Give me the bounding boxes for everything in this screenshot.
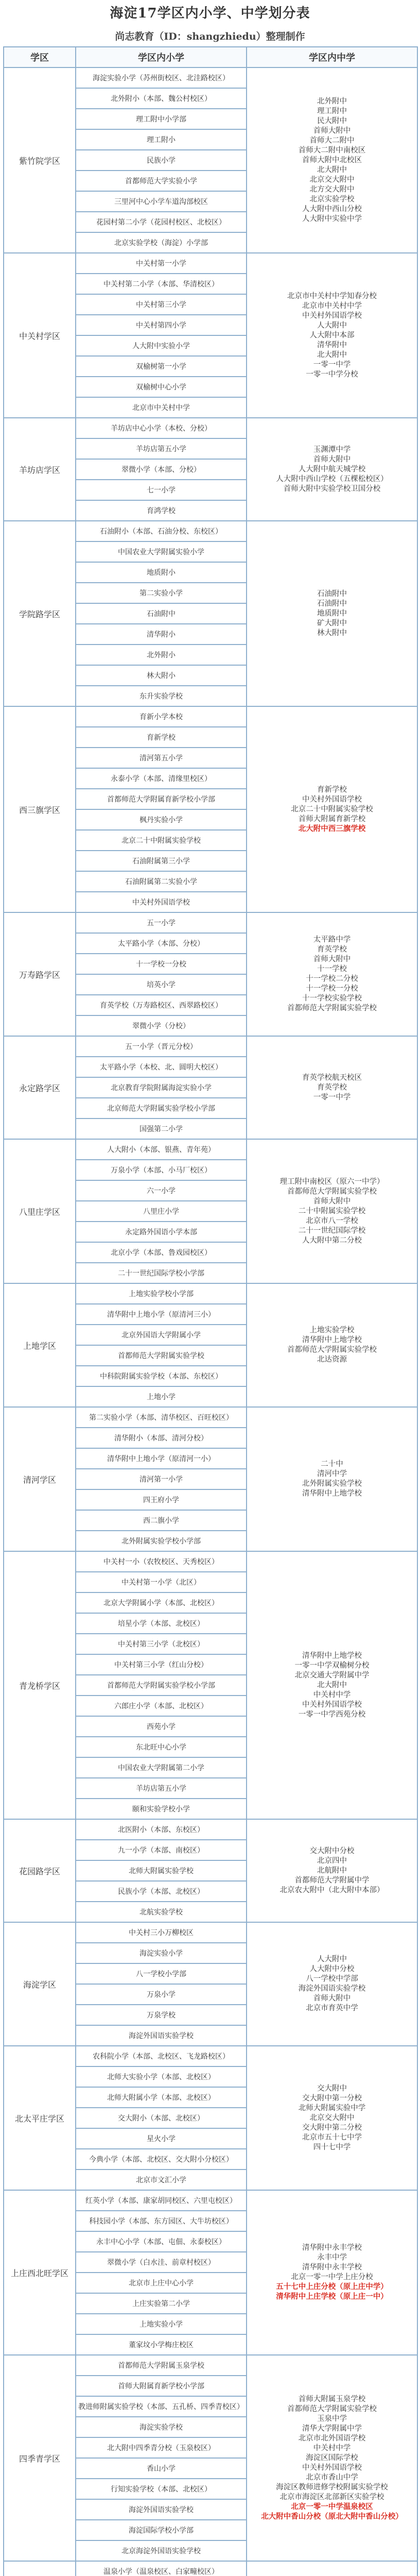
district-cell: 西三旗学区 — [4, 706, 76, 912]
middle-school-name: 中关村外国语学校 — [302, 311, 362, 320]
primary-school-cell: 上地小学 — [76, 1386, 247, 1407]
primary-school-cell: 中关村第三小学（红山分校） — [76, 1654, 247, 1675]
primary-school-cell: 星火小学 — [76, 2128, 247, 2149]
primary-school-cell: 西二旗小学 — [76, 1510, 247, 1531]
header-middle: 学区内中学 — [247, 47, 417, 67]
primary-school-cell: 北航实验学校 — [76, 1902, 247, 1922]
primary-school-cell: 育新学校 — [76, 727, 247, 748]
primary-school-cell: 中科院附属实验学校（本部、东校区） — [76, 1366, 247, 1386]
header-primary: 学区内小学 — [76, 47, 247, 67]
primary-school-cell: 农科院小学（本部、北校区、飞龙路校区） — [76, 2046, 247, 2066]
primary-school-cell: 双榆树中心小学 — [76, 377, 247, 397]
primary-school-cell: 理工附小 — [76, 129, 247, 150]
middle-school-cell — [247, 2561, 417, 2576]
primary-school-cell: 翠微小学（本部、分校） — [76, 459, 247, 480]
primary-school-cell: 北京师范大学附属实验学校小学部 — [76, 1098, 247, 1118]
middle-school-name: 北大附中香山分校（原北大附中香山分校） — [261, 2512, 403, 2521]
middle-school-name: 上地实验学校 — [309, 1326, 355, 1334]
primary-school-cell: 首师大附属育新学校小学部 — [76, 2376, 247, 2396]
middle-school-name: 首都师范大学附属中学 — [294, 1876, 370, 1885]
middle-school-name: 矿大附中 — [317, 619, 347, 628]
primary-school-cell: 北师大附属小学（本部、北校区） — [76, 2087, 247, 2108]
middle-school-cell — [247, 418, 417, 521]
middle-school-name: 北达资源 — [317, 1355, 347, 1364]
middle-school-name: 首都师范大学附属实验学校 — [287, 1004, 377, 1012]
header-row — [4, 47, 417, 67]
primary-school-cell: 羊坊店第五小学 — [76, 438, 247, 459]
middle-school-name: 北京二十中附属实验学校 — [291, 805, 373, 814]
middle-school-name: 育英学校 — [317, 1083, 347, 1092]
middle-school-cell — [247, 253, 417, 418]
primary-school-cell: 七一小学 — [76, 480, 247, 500]
district-table — [3, 46, 418, 2576]
middle-school-name: 首师大附中 — [313, 955, 351, 963]
middle-school-cell — [247, 1819, 417, 1922]
primary-school-cell: 六郎庄小学（本部、北校区） — [76, 1696, 247, 1716]
table-row — [4, 1036, 417, 1057]
primary-school-cell: 中关村三小万柳校区 — [76, 1922, 247, 1943]
table-row — [4, 2355, 417, 2376]
primary-school-cell: 上地实验小学 — [76, 2314, 247, 2334]
table-row — [4, 2046, 417, 2066]
primary-school-cell: 清华附中上地小学（原清河三小） — [76, 1304, 247, 1325]
primary-school-cell: 五一小学（晋元分校） — [76, 1036, 247, 1057]
middle-school-name: 民大附中 — [317, 116, 347, 125]
primary-school-cell: 十一学校一分校 — [76, 954, 247, 974]
primary-school-cell: 国强第二小学 — [76, 1118, 247, 1139]
primary-school-cell: 西苑小学 — [76, 1716, 247, 1737]
primary-school-cell: 林大附小 — [76, 665, 247, 686]
middle-school-name: 北方交大附中 — [309, 185, 355, 194]
middle-school-name: 北京一零一中学温泉校区 — [291, 2502, 373, 2511]
primary-school-cell: 万泉小学 — [76, 1984, 247, 2005]
table-row — [4, 2190, 417, 2211]
district-cell: 上庄西北旺学区 — [4, 2190, 76, 2355]
middle-school-name: 北大附中 — [317, 165, 347, 174]
page-title: 海淀17学区内小学、中学划分表 — [110, 6, 310, 21]
middle-school-name: 理工附中南校区（原六一中学） — [279, 1177, 384, 1186]
primary-school-cell: 石油附中 — [76, 603, 247, 624]
district-cell: 青龙桥学区 — [4, 1551, 76, 1819]
middle-school-name: 石油附中 — [317, 589, 347, 598]
middle-school-name: 中关村外国语学校 — [302, 2463, 362, 2472]
middle-school-name: 北大附中西三旗学校 — [298, 824, 366, 833]
middle-school-name: 首师大附属玉泉学校 — [298, 2395, 366, 2403]
middle-school-name: 人大附中分校 — [309, 1965, 355, 1973]
page-subtitle: 尚志教育（ID：shangzhiedu）整理制作 — [115, 31, 305, 42]
primary-school-cell: 育英学校（万寿路校区、西翠路校区） — [76, 995, 247, 1015]
primary-school-cell: 海淀外国语实验学校 — [76, 2025, 247, 2046]
district-cell: 北太平庄学区 — [4, 2046, 76, 2190]
district-cell: 花园路学区 — [4, 1819, 76, 1922]
primary-school-cell: 人大附中实验小学 — [76, 335, 247, 356]
table-row — [4, 1283, 417, 1304]
middle-school-name: 五十七中上庄分校（原上庄中学） — [276, 2283, 388, 2291]
middle-school-cell — [247, 706, 417, 912]
middle-school-name: 北京交大附中 — [309, 175, 355, 184]
primary-school-cell: 八里庄小学 — [76, 1201, 247, 1222]
middle-school-name: 海淀外国语实验学校 — [298, 1985, 366, 1993]
primary-school-cell: 北外附属实验学校小学部 — [76, 1531, 247, 1551]
middle-school-name: 育英学校 — [317, 945, 347, 954]
middle-school-name: 北师大附属实验中学 — [298, 2104, 366, 2112]
middle-school-cell — [247, 67, 417, 253]
middle-school-name: 首师大附中实验学校卫国分校 — [283, 484, 381, 493]
district-cell: 八里庄学区 — [4, 1139, 76, 1283]
middle-school-name: 北京市海淀区北部新区实验学校 — [279, 2493, 384, 2501]
primary-school-cell: 羊坊店中心小学（本校、分校） — [76, 418, 247, 438]
middle-school-name: 人大附中 — [317, 321, 347, 330]
primary-school-cell: 花园村第二小学（花园村校区、北校区） — [76, 212, 247, 232]
district-cell: 清河学区 — [4, 1407, 76, 1551]
middle-school-name: 海淀区国际学校 — [306, 2453, 358, 2462]
primary-school-cell: 上地实验学校小学部 — [76, 1283, 247, 1304]
primary-school-cell: 第二实验小学（本部、清华校区、百旺校区） — [76, 1407, 247, 1428]
middle-school-name: 理工附中 — [317, 107, 347, 115]
primary-school-cell: 北京实验学校（海淀）小学部 — [76, 232, 247, 253]
middle-school-name: 首师大二附中 — [309, 136, 355, 145]
middle-school-cell — [247, 912, 417, 1036]
middle-school-name: 十一学校一分校 — [306, 985, 358, 993]
primary-school-cell: 石油附小（本部、石油分校、东校区） — [76, 521, 247, 541]
primary-school-cell: 清华附小（本部、清河分校） — [76, 1428, 247, 1448]
middle-school-name: 交大附中第二分校 — [302, 2123, 362, 2132]
primary-school-cell: 海淀实验小学 — [76, 1943, 247, 1963]
middle-school-cell — [247, 1551, 417, 1819]
table-row — [4, 1407, 417, 1428]
middle-school-name: 北航附中 — [317, 1866, 347, 1875]
middle-school-name: 清华附中永丰学校 — [302, 2244, 362, 2252]
primary-school-cell: 交大附小（本部、北校区） — [76, 2108, 247, 2128]
middle-school-name: 中关村外国语学校 — [302, 1700, 362, 1709]
primary-school-cell: 石油附属第二实验小学 — [76, 871, 247, 892]
primary-school-cell: 首都师范大学附属玉泉学校 — [76, 2355, 247, 2376]
primary-school-cell: 北京教育学院附属海淀实验小学 — [76, 1077, 247, 1098]
table-row — [4, 2561, 417, 2576]
middle-school-name: 四十七中学 — [313, 2143, 351, 2151]
primary-school-cell: 理工附中小学部 — [76, 109, 247, 129]
middle-school-name: 中关村中学 — [313, 1690, 351, 1699]
middle-school-name: 二十中附属实验学校 — [298, 1207, 366, 1215]
district-cell: 紫竹院学区 — [4, 67, 76, 253]
primary-school-cell: 三里河中心小学车道沟部校区 — [76, 191, 247, 212]
table-row — [4, 1139, 417, 1160]
middle-school-name: 首师大附中 — [313, 126, 351, 135]
primary-school-cell: 翠微小学（白水洼、前章村校区） — [76, 2252, 247, 2273]
primary-school-cell: 清华附中上地小学（原清河一小） — [76, 1448, 247, 1469]
middle-school-name: 北京市五十七中学 — [302, 2133, 362, 2142]
primary-school-cell: 太平路小学（本部、分校） — [76, 933, 247, 954]
district-cell: 中关村学区 — [4, 253, 76, 418]
primary-school-cell: 太平路小学（本校、北、圆明大校区） — [76, 1057, 247, 1077]
middle-school-name: 首师大附属育新学校 — [298, 815, 366, 823]
primary-school-cell: 清河第一小学 — [76, 1469, 247, 1489]
middle-school-name: 清华附中上庄学校（原上庄一中） — [276, 2293, 388, 2301]
middle-school-name: 林大附中 — [317, 629, 347, 637]
primary-school-cell: 人大附小（本部、银燕、青年苑） — [76, 1139, 247, 1160]
middle-school-name: 育新学校 — [317, 785, 347, 794]
primary-school-cell: 北京二十中附属实验学校 — [76, 830, 247, 851]
district-cell: 四季青学区 — [4, 2355, 76, 2561]
primary-school-cell: 培英小学 — [76, 974, 247, 995]
middle-school-name: 北外附属实验学校 — [302, 1480, 362, 1488]
middle-school-cell — [247, 1139, 417, 1283]
middle-school-name: 十一学校实验学校 — [302, 994, 362, 1003]
primary-school-cell: 颐和实验学校小学 — [76, 1799, 247, 1819]
middle-school-name: 交大附中分校 — [309, 1846, 355, 1855]
middle-school-name: 北大附中 — [317, 350, 347, 359]
primary-school-cell: 育鸿学校 — [76, 500, 247, 521]
district-cell: 羊坊店学区 — [4, 418, 76, 521]
primary-school-cell: 温泉小学（温泉校区、白家疃校区） — [76, 2561, 247, 2576]
middle-school-name: 一零一中学西苑分校 — [298, 1710, 366, 1719]
middle-school-name: 玉泉中学 — [317, 2414, 347, 2423]
primary-school-cell: 北大附中四季青分校（玉泉校区） — [76, 2437, 247, 2458]
middle-school-name: 人大附中西山学校（五棵松校区） — [276, 474, 388, 483]
middle-school-cell — [247, 1407, 417, 1551]
middle-school-name: 首都师范大学附属实验学校 — [287, 1346, 377, 1354]
primary-school-cell: 培星小学（本部、北校区） — [76, 1613, 247, 1634]
table-row — [4, 1819, 417, 1840]
primary-school-cell: 北京外国语大学附属小学 — [76, 1325, 247, 1345]
middle-school-name: 北京市香山中学 — [306, 2473, 358, 2482]
middle-school-name: 中关村外国语学校 — [302, 795, 362, 804]
primary-school-cell: 北京海淀外国语实验学校 — [76, 2540, 247, 2561]
primary-school-cell: 海淀实验小学（苏州街校区、北洼路校区） — [76, 67, 247, 88]
middle-school-name: 清华附中 — [317, 341, 347, 349]
middle-school-name: 人大附中实验中学 — [302, 214, 362, 223]
middle-school-name: 北大附中 — [317, 1681, 347, 1689]
middle-school-name: 一零一中学分校 — [306, 370, 358, 379]
primary-school-cell: 红英小学（本部、康家胡同校区、六里屯校区） — [76, 2190, 247, 2211]
primary-school-cell: 石油附属第三小学 — [76, 851, 247, 871]
district-cell — [4, 2561, 76, 2576]
middle-school-name: 清华附中上地学校 — [302, 1651, 362, 1660]
middle-school-name: 首都师范大学附属实验学校 — [287, 2404, 377, 2413]
middle-school-cell — [247, 1036, 417, 1139]
primary-school-cell: 北京市中关村中学 — [76, 397, 247, 418]
middle-school-name: 北京市中关村中学知春分校 — [287, 292, 377, 300]
primary-school-cell: 羊坊店第五小学 — [76, 1778, 247, 1799]
district-cell: 海淀学区 — [4, 1922, 76, 2046]
primary-school-cell: 中关村第三小学 — [76, 294, 247, 315]
table-row — [4, 521, 417, 541]
middle-school-name: 北京市北外国语学校 — [298, 2434, 366, 2443]
middle-school-name: 一零一中学 — [313, 1093, 351, 1101]
middle-school-cell — [247, 2190, 417, 2355]
middle-school-name: 太平路中学 — [313, 936, 351, 944]
table-row — [4, 706, 417, 727]
primary-school-cell: 中国农业大学附属实验小学 — [76, 541, 247, 562]
middle-school-name: 十一学校二分校 — [306, 975, 358, 983]
primary-school-cell: 北外附小（本部、魏公村校区） — [76, 88, 247, 109]
primary-school-cell: 翠微小学（分校） — [76, 1015, 247, 1036]
primary-school-cell: 东北旺中心小学 — [76, 1737, 247, 1757]
middle-school-name: 海淀区教师进修学校附属实验学校 — [276, 2483, 388, 2492]
primary-school-cell: 北医附小（本部、东校区） — [76, 1819, 247, 1840]
primary-school-cell: 六一小学 — [76, 1180, 247, 1201]
primary-school-cell: 永丰中心小学（本部、屯佃、永泰校区） — [76, 2231, 247, 2252]
middle-school-cell — [247, 1283, 417, 1407]
table-row — [4, 418, 417, 438]
primary-school-cell: 四王府小学 — [76, 1489, 247, 1510]
middle-school-name: 人大附中航天城学校 — [298, 465, 366, 473]
middle-school-name: 首师大附中北校区 — [302, 156, 362, 164]
primary-school-cell: 五一小学 — [76, 912, 247, 933]
primary-school-cell: 首都师范大学附属实验学校 — [76, 1345, 247, 1366]
primary-school-cell: 上庄实验第二小学 — [76, 2293, 247, 2314]
primary-school-cell: 永泰小学（本部、清缘里校区） — [76, 768, 247, 789]
table-body — [4, 67, 417, 2576]
middle-school-cell — [247, 2355, 417, 2561]
middle-school-name: 一零一中学双榆树分校 — [294, 1661, 370, 1670]
middle-school-name: 交大附中第一分校 — [302, 2094, 362, 2103]
middle-school-name: 清华附中上地学校 — [302, 1336, 362, 1344]
primary-school-cell: 北京市文汇小学 — [76, 2170, 247, 2190]
middle-school-name: 清华附中上地学校 — [302, 1489, 362, 1498]
middle-school-name: 北京交通大学附属中学 — [294, 1671, 370, 1680]
middle-school-name: 北京市八一学校 — [306, 1216, 358, 1225]
middle-school-name: 十一学校 — [317, 965, 347, 973]
middle-school-name: 人大附中第二分校 — [302, 1236, 362, 1245]
primary-school-cell: 首都师范大学实验小学 — [76, 171, 247, 191]
primary-school-cell: 北京市上庄中心小学 — [76, 2273, 247, 2293]
primary-school-cell: 中关村第一小学（北区） — [76, 1572, 247, 1592]
middle-school-name: 石油附中 — [317, 599, 347, 608]
primary-school-cell: 中关村第一小学 — [76, 253, 247, 274]
table-row — [4, 1922, 417, 1943]
middle-school-name: 北京一零一中学上庄分校 — [291, 2273, 373, 2281]
middle-school-name: 玉渊潭中学 — [313, 445, 351, 454]
middle-school-name: 北京实验学校 — [309, 195, 355, 204]
primary-school-cell: 北师大附属实验学校 — [76, 1860, 247, 1881]
primary-school-cell: 北外附小 — [76, 645, 247, 665]
primary-school-cell: 行知实验学校（本部、北校区） — [76, 2479, 247, 2499]
district-cell: 万寿路学区 — [4, 912, 76, 1036]
primary-school-cell: 清华附小 — [76, 624, 247, 645]
header-district: 学区 — [4, 47, 76, 67]
primary-school-cell: 民族小学 — [76, 150, 247, 171]
primary-school-cell: 第二实验小学 — [76, 583, 247, 603]
middle-school-name: 北京市中关村中学 — [302, 301, 362, 310]
primary-school-cell: 海淀外国语实验学校 — [76, 2499, 247, 2520]
primary-school-cell: 清河第五小学 — [76, 748, 247, 768]
primary-school-cell: 中关村第二小学（本部、华清校区） — [76, 274, 247, 294]
primary-school-cell: 北师大实验小学（本部、北校区） — [76, 2066, 247, 2087]
middle-school-name: 首师大附中 — [313, 1197, 351, 1206]
middle-school-name: 二十中 — [321, 1460, 343, 1468]
district-cell: 学院路学区 — [4, 521, 76, 706]
table-row — [4, 912, 417, 933]
middle-school-cell — [247, 2046, 417, 2190]
primary-school-cell: 中关村外国语学校 — [76, 892, 247, 912]
middle-school-name: 永丰中学 — [317, 2253, 347, 2262]
middle-school-name: 清华附中永丰学校 — [302, 2263, 362, 2272]
primary-school-cell: 中关村第三小学（北校区） — [76, 1634, 247, 1654]
primary-school-cell: 海淀实验学校 — [76, 2417, 247, 2437]
middle-school-name: 首都师范大学附属实验学校 — [287, 1187, 377, 1196]
middle-school-cell — [247, 521, 417, 706]
primary-school-cell: 海淀国际学校小学部 — [76, 2520, 247, 2540]
primary-school-cell: 万泉学校 — [76, 2005, 247, 2025]
primary-school-cell: 首都师范大学附属育新学校小学部 — [76, 789, 247, 809]
middle-school-name: 中关村中学 — [313, 2444, 351, 2452]
primary-school-cell: 地质附小 — [76, 562, 247, 583]
primary-school-cell: 北京大学附属小学（本部、北校区） — [76, 1592, 247, 1613]
middle-school-name: 首师大附中 — [313, 1994, 351, 2003]
middle-school-name: 二十一世纪国际学校 — [298, 1226, 366, 1235]
primary-school-cell: 中关村一小（农牧校区、天秀校区） — [76, 1551, 247, 1572]
district-cell: 上地学区 — [4, 1283, 76, 1407]
middle-school-name: 人大附中本部 — [309, 331, 355, 340]
middle-school-name: 北京四中 — [317, 1856, 347, 1865]
primary-school-cell: 中国农业大学附属第二小学 — [76, 1757, 247, 1778]
middle-school-name: 北京交大附中 — [309, 2113, 355, 2122]
primary-school-cell: 香山小学 — [76, 2458, 247, 2479]
primary-school-cell: 今典小学（本部、北校区、交大附小分校区） — [76, 2149, 247, 2170]
middle-school-name: 八一学校中学部 — [306, 1975, 358, 1983]
middle-school-name: 交大附中 — [317, 2084, 347, 2093]
primary-school-cell: 双榆树第一小学 — [76, 356, 247, 377]
table-row — [4, 67, 417, 88]
primary-school-cell: 永定路外国语小学本部 — [76, 1222, 247, 1242]
primary-school-cell: 民族小学（本部、北校区） — [76, 1881, 247, 1902]
primary-school-cell: 东升实验学校 — [76, 686, 247, 706]
primary-school-cell: 科技园小学（本部、东方园区、大牛坊校区） — [76, 2211, 247, 2231]
middle-school-name: 清河中学 — [317, 1470, 347, 1478]
middle-school-name: 人大附中 — [317, 1955, 347, 1963]
middle-school-name: 北京农大附中（北大附中本部） — [279, 1886, 384, 1894]
primary-school-cell: 北京小学（本部、鲁戏园校区） — [76, 1242, 247, 1263]
middle-school-name: 北京市育英中学 — [306, 2004, 358, 2012]
primary-school-cell: 董家坟小学梅庄校区 — [76, 2334, 247, 2355]
middle-school-name: 首师大二附中南校区 — [298, 146, 366, 155]
middle-school-name: 育英学校航天校区 — [302, 1073, 362, 1082]
middle-school-name: 地质附中 — [317, 609, 347, 618]
primary-school-cell: 二十一世纪国际学校小学部 — [76, 1263, 247, 1283]
middle-school-name: 清华大学附属中学 — [302, 2424, 362, 2433]
primary-school-cell: 首都师范大学附属实验学校小学部 — [76, 1675, 247, 1696]
primary-school-cell: 九一小学（本部、南校区） — [76, 1840, 247, 1860]
middle-school-name: 一零一中学 — [313, 360, 351, 369]
primary-school-cell: 教进师附属实验学校（本部、五孔桥、四季青校区） — [76, 2396, 247, 2417]
primary-school-cell: 育新小学本校 — [76, 706, 247, 727]
primary-school-cell: 中关村第四小学 — [76, 315, 247, 335]
table-row — [4, 1551, 417, 1572]
table-row — [4, 253, 417, 274]
district-cell: 永定路学区 — [4, 1036, 76, 1139]
middle-school-cell — [247, 1922, 417, 2046]
primary-school-cell: 万泉小学（本部、小马厂校区） — [76, 1160, 247, 1180]
primary-school-cell: 八一学校小学部 — [76, 1963, 247, 1984]
primary-school-cell: 枫丹实验小学 — [76, 809, 247, 830]
middle-school-name: 人大附中西山分校 — [302, 205, 362, 213]
middle-school-name: 首师大附中 — [313, 455, 351, 464]
middle-school-name: 北外附中 — [317, 97, 347, 106]
